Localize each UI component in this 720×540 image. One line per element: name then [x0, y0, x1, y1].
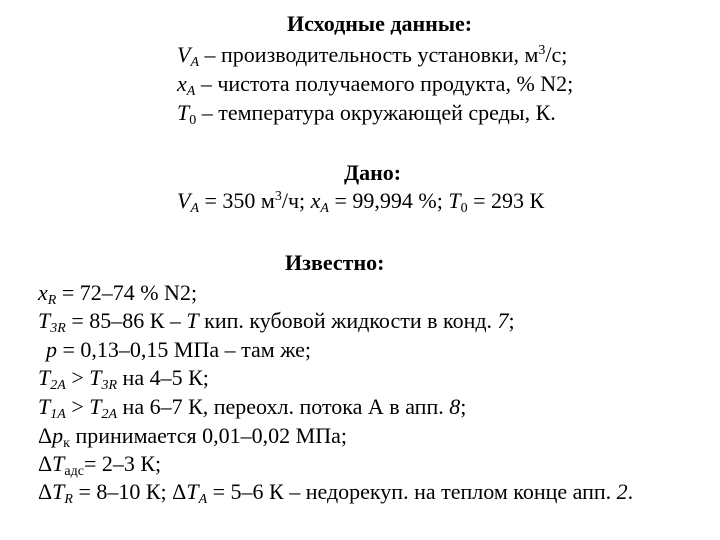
xa-subscript: A — [186, 84, 196, 99]
known-l6-symbol: p — [52, 423, 64, 448]
known-l7-text: = 2–3 К; — [83, 451, 162, 476]
known-l2-symbol: T — [38, 308, 51, 333]
given-v-power: 3 — [274, 189, 282, 204]
known-l2-apparatus-number: 7 — [497, 308, 509, 333]
known-line-8 — [38, 479, 633, 505]
known-l8-text: = 8–10 К; — [72, 479, 173, 504]
known-line-3 — [46, 337, 311, 363]
t0-symbol: T — [177, 100, 190, 125]
va-symbol: V — [177, 42, 191, 67]
given-heading: Дано: — [344, 160, 402, 185]
known-l5-symbol: T — [38, 394, 51, 419]
known-l7-delta: Δ — [38, 451, 53, 476]
xa-symbol: x — [177, 71, 187, 96]
known-l8-subscript: R — [64, 492, 73, 507]
known-l4-symbol: T — [38, 365, 51, 390]
known-l8-symbol2: T — [186, 479, 199, 504]
source-data-line-xa — [177, 71, 573, 97]
given-x-subscript: A — [320, 201, 329, 216]
known-l7-subscript: адс — [64, 464, 84, 479]
source-data-heading: Исходные данные: — [287, 11, 473, 36]
known-l8-delta: Δ — [38, 479, 53, 504]
given-v-subscript: A — [190, 201, 200, 216]
known-l3-symbol: p — [46, 337, 57, 362]
known-l8-text2: = 5–6 К – недорекуп. на теплом конце апп. — [207, 479, 617, 504]
known-l8-apparatus-number: 2 — [616, 479, 628, 504]
known-l2-text: = 85–86 К – — [65, 308, 187, 333]
known-l5-subscript: 1A — [50, 407, 66, 422]
xa-description: – чистота получаемого продукта, % N2; — [195, 71, 574, 96]
source-data-line-va — [177, 42, 567, 68]
t0-subscript: 0 — [189, 113, 197, 128]
known-line-5 — [38, 394, 466, 420]
known-l2-text2: кип. кубовой жидкости в конд. — [198, 308, 498, 333]
known-l4-gt: > — [65, 365, 90, 390]
known-l2-subscript: 3R — [50, 321, 66, 336]
given-x-value: = 99,994 %; — [328, 188, 449, 213]
known-l8-symbol: T — [52, 479, 65, 504]
va-description: – производительность установки, м — [199, 42, 539, 67]
known-l1-text: = 72–74 % N2; — [56, 280, 198, 305]
known-l7-symbol: T — [52, 451, 65, 476]
known-l5-apparatus-number: 8 — [449, 394, 461, 419]
t0-description: – температура окружающей среды, К. — [196, 100, 556, 125]
known-l8-subscript2: A — [198, 492, 208, 507]
given-v-symbol: V — [177, 188, 191, 213]
va-power: 3 — [538, 43, 546, 58]
known-line-2 — [38, 308, 515, 334]
known-heading: Известно: — [285, 250, 385, 275]
known-line-4 — [38, 365, 209, 391]
known-l5-symbol2: T — [89, 394, 102, 419]
known-l1-subscript: R — [47, 293, 57, 308]
known-l8-end: . — [627, 479, 634, 504]
known-l6-subscript: к — [63, 436, 70, 451]
known-l4-subscript: 2A — [50, 378, 66, 393]
known-line-7 — [38, 451, 161, 477]
known-line-1 — [38, 280, 197, 306]
given-x-symbol: x — [310, 188, 321, 213]
known-l6-delta: Δ — [38, 423, 53, 448]
given-line — [177, 188, 544, 214]
known-l4-text: на 4–5 К; — [117, 365, 209, 390]
known-l8-delta2: Δ — [172, 479, 187, 504]
known-l4-symbol2: T — [89, 365, 102, 390]
given-v-unit: /ч; — [281, 188, 311, 213]
given-t-symbol: T — [448, 188, 461, 213]
given-v-value: = 350 м — [199, 188, 275, 213]
given-t-value: = 293 К — [467, 188, 545, 213]
va-subscript: A — [190, 55, 200, 70]
known-l2-t-symbol: T — [186, 308, 199, 333]
known-l5-text: на 6–7 К, переохл. потока А в апп. — [117, 394, 450, 419]
given-t-subscript: 0 — [460, 201, 468, 216]
known-line-6 — [38, 423, 347, 449]
known-l4-subscript2: 3R — [101, 378, 118, 393]
source-data-line-t0 — [177, 100, 556, 126]
known-l3-text: = 0,13–0,15 МПа – там же; — [57, 337, 311, 362]
known-l2-end: ; — [508, 308, 515, 333]
known-l6-text: принимается 0,01–0,02 МПа; — [69, 423, 347, 448]
va-unit: /с; — [545, 42, 568, 67]
known-l5-subscript2: 2A — [101, 407, 118, 422]
known-l1-symbol: x — [38, 280, 48, 305]
known-l5-gt: > — [65, 394, 90, 419]
known-l5-end: ; — [460, 394, 467, 419]
